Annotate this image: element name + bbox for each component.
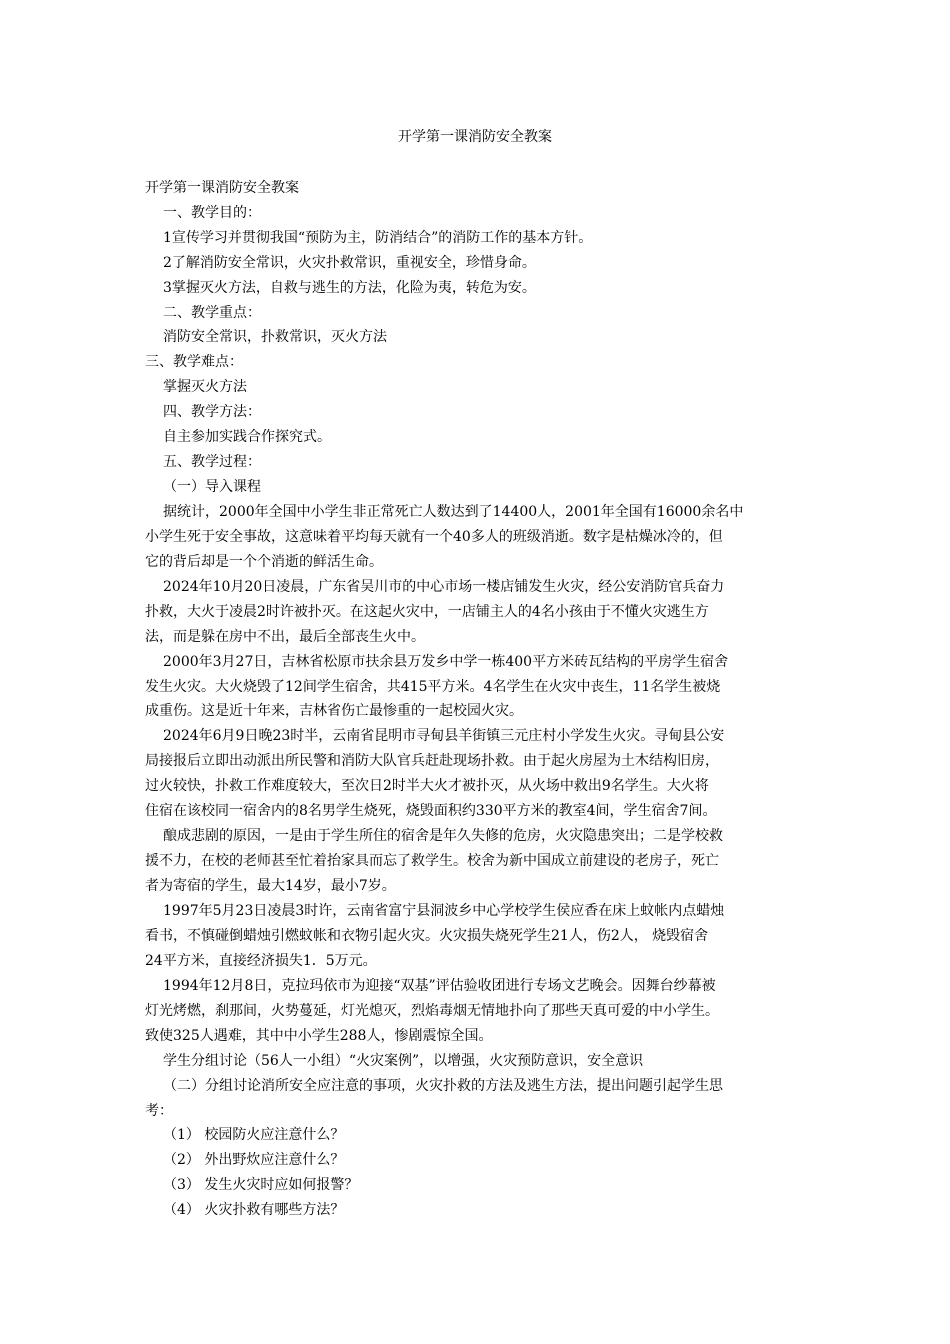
text-line: （二）分组讨论消所安全应注意的事项，火灾扑救的方法及逃生方法，提出问题引起学生思 [163, 1078, 723, 1094]
text-line: 学生分组讨论（56人一小组）“火灾案例”，以增强，火灾预防意识，安全意识 [163, 1053, 644, 1069]
text-line: 扑救，大火于凌晨2时许被扑灭。在这起火灾中，一店铺主人的4名小孩由于不懂火灾逃生方 [145, 604, 709, 620]
text-line: 3掌握灭火方法，自救与逃生的方法，化险为夷，转危为安。 [163, 280, 536, 296]
text-line: 四、教学方法： [163, 404, 261, 420]
text-line: （3） 发生火灾时应如何报警？ [163, 1177, 359, 1193]
text-line: 援不力，在校的老师甚至忙着抬家具而忘了救学生。校舍为新中国成立前建设的老房子，死亡 [145, 853, 719, 869]
text-line: 自主参加实践合作探究式。 [163, 429, 331, 445]
text-line: 酿成悲剧的原因，一是由于学生所住的宿舍是年久失修的危房，火灾隐患突出；二是学校救 [163, 828, 723, 844]
text-line: 它的背后却是一个个消逝的鲜活生命。 [145, 554, 383, 570]
text-line: 过火较快，扑救工作难度较大，至次日2时半大火才被扑灭，从火场中救出9名学生。大火将 [145, 778, 709, 794]
text-line: 三、教学难点： [145, 354, 243, 370]
text-line: 者为寄宿的学生，最大14岁，最小7岁。 [145, 878, 396, 894]
text-line: 消防安全常识，扑救常识，灭火方法 [163, 329, 387, 345]
text-line: 法，而是躲在房中不出，最后全部丧生火中。 [145, 629, 425, 645]
text-line: （2） 外出野炊应注意什么？ [163, 1152, 345, 1168]
text-line: 24平方米，直接经济损失1．5万元。 [145, 953, 377, 969]
text-line: 五、教学过程： [163, 454, 261, 470]
text-line: 灯光烤燃，刹那间，火势蔓延，灯光熄灭，烈焰毒烟无情地扑向了那些天真可爱的中小学生。 [145, 1003, 719, 1019]
text-line: 成重伤。这是近十年来，吉林省伤亡最惨重的一起校园火灾。 [145, 703, 523, 719]
text-line: （1） 校园防火应注意什么？ [163, 1127, 345, 1143]
text-line: 考： [145, 1103, 173, 1119]
text-line: 发生火灾。大火烧毁了12间学生宿舍，共415平方米。4名学生在火灾中丧生，11名学生被烧 [145, 679, 721, 695]
text-line: 二、教学重点： [163, 305, 261, 321]
text-line: 2024年6月9日晚23时半，云南省昆明市寻甸县羊街镇三元庄村小学发生火灾。寻甸县公安 [163, 728, 725, 744]
text-line: （一）导入课程 [163, 479, 261, 495]
text-line: 掌握灭火方法 [163, 379, 247, 395]
text-line: 2000年3月27日，吉林省松原市扶余县万发乡中学一栋400平方米砖瓦结构的平房学生宿舍 [163, 654, 729, 670]
text-line: 1宣传学习并贯彻我国“预防为主，防消结合”的消防工作的基本方针。 [163, 230, 593, 246]
text-line: 1997年5月23日凌晨3时许，云南省富宁县洞波乡中心学校学生侯应香在床上蚊帐内点蜡烛 [163, 903, 725, 919]
text-line: 2了解消防安全常识，火灾扑救常识，重视安全，珍惜身命。 [163, 255, 536, 271]
text-line: 小学生死于安全事故，这意味着平均每天就有一个40多人的班级消逝。数字是枯燥冰冷的，但 [145, 529, 723, 545]
text-line: 一、教学目的： [163, 205, 261, 221]
text-line: 开学第一课消防安全教案 [145, 180, 299, 196]
text-line: 2024年10月20日凌晨，广东省吴川市的中心市场一楼店铺发生火灾，经公安消防官兵奋力 [163, 579, 725, 595]
text-line: 住宿在该校同一宿舍内的8名男学生烧死，烧毁面积约330平方米的教室4间，学生宿舍7间。 [145, 803, 717, 819]
document-title: 开学第一课消防安全教案 [398, 129, 552, 145]
text-line: 1994年12月8日，克拉玛依市为迎接“双基”评估验收团进行专场文艺晚会。因舞台纱幕被 [163, 978, 716, 994]
text-line: （4） 火灾扑救有哪些方法？ [163, 1202, 345, 1218]
text-line: 局接报后立即出动派出所民警和消防大队官兵赶赴现场扑救。由于起火房屋为土木结构旧房， [145, 753, 719, 769]
text-line: 看书，不慎碰倒蜡烛引燃蚊帐和衣物引起火灾。火灾损失烧死学生21人，伤2人， 烧毁宿舍 [145, 928, 709, 944]
text-line: 致使325人遇难，其中中小学生288人，惨剧震惊全国。 [145, 1028, 493, 1044]
text-line: 据统计，2000年全国中小学生非正常死亡人数达到了14400人，2001年全国有16000余名中 [163, 504, 744, 520]
